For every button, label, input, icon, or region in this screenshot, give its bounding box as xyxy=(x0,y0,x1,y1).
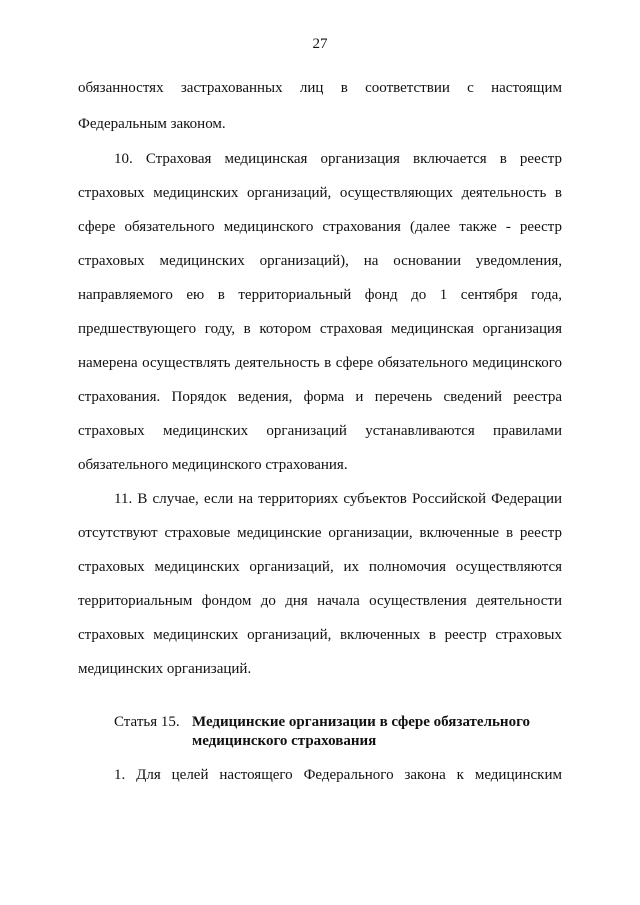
article-title-line: Медицинские организации в сфере обязательного xyxy=(192,714,531,730)
paragraph-line: страхования. Порядок ведения, форма и перечень сведений реестра xyxy=(78,389,562,405)
paragraph-line: страховых медицинских организаций, их полномочия осуществляются xyxy=(78,559,562,575)
paragraph-line: 11. В случае, если на территориях субъектов Российской Федерации xyxy=(114,491,562,507)
paragraph-line: сфере обязательного медицинского страхования (далее также - реестр xyxy=(78,219,562,235)
article-label: Статья 15. xyxy=(114,714,180,730)
paragraph-line: территориальным фондом до дня начала осуществления деятельности xyxy=(78,593,562,609)
paragraph-line: намерена осуществлять деятельность в сфере обязательного медицинского xyxy=(78,355,562,371)
page-number: 27 xyxy=(312,36,328,52)
paragraph-line: страховых медицинских организаций, включенных в реестр страховых xyxy=(78,627,562,643)
paragraph-line: 1. Для целей настоящего Федерального закона к медицинским xyxy=(114,767,562,783)
article-title-line: медицинского страхования xyxy=(192,733,377,749)
paragraph-line: медицинских организаций. xyxy=(78,661,252,677)
paragraph-line: предшествующего году, в котором страховая медицинская организация xyxy=(78,321,562,337)
paragraph-line: страховых медицинских организаций устанавливаются правилами xyxy=(78,423,562,439)
paragraph-line: обязательного медицинского страхования. xyxy=(78,457,348,473)
paragraph-line: 10. Страховая медицинская организация включается в реестр xyxy=(114,151,562,167)
paragraph-line: направляемого ею в территориальный фонд до 1 сентября года, xyxy=(78,287,562,303)
paragraph-line: Федеральным законом. xyxy=(78,116,226,132)
paragraph-line: отсутствуют страховые медицинские организации, включенные в реестр xyxy=(78,525,562,541)
paragraph-line: страховых медицинских организаций, осуществляющих деятельность в xyxy=(78,185,562,201)
paragraph-line: страховых медицинских организаций), на основании уведомления, xyxy=(78,253,562,269)
paragraph-line: обязанностях застрахованных лиц в соответствии с настоящим xyxy=(78,80,562,96)
